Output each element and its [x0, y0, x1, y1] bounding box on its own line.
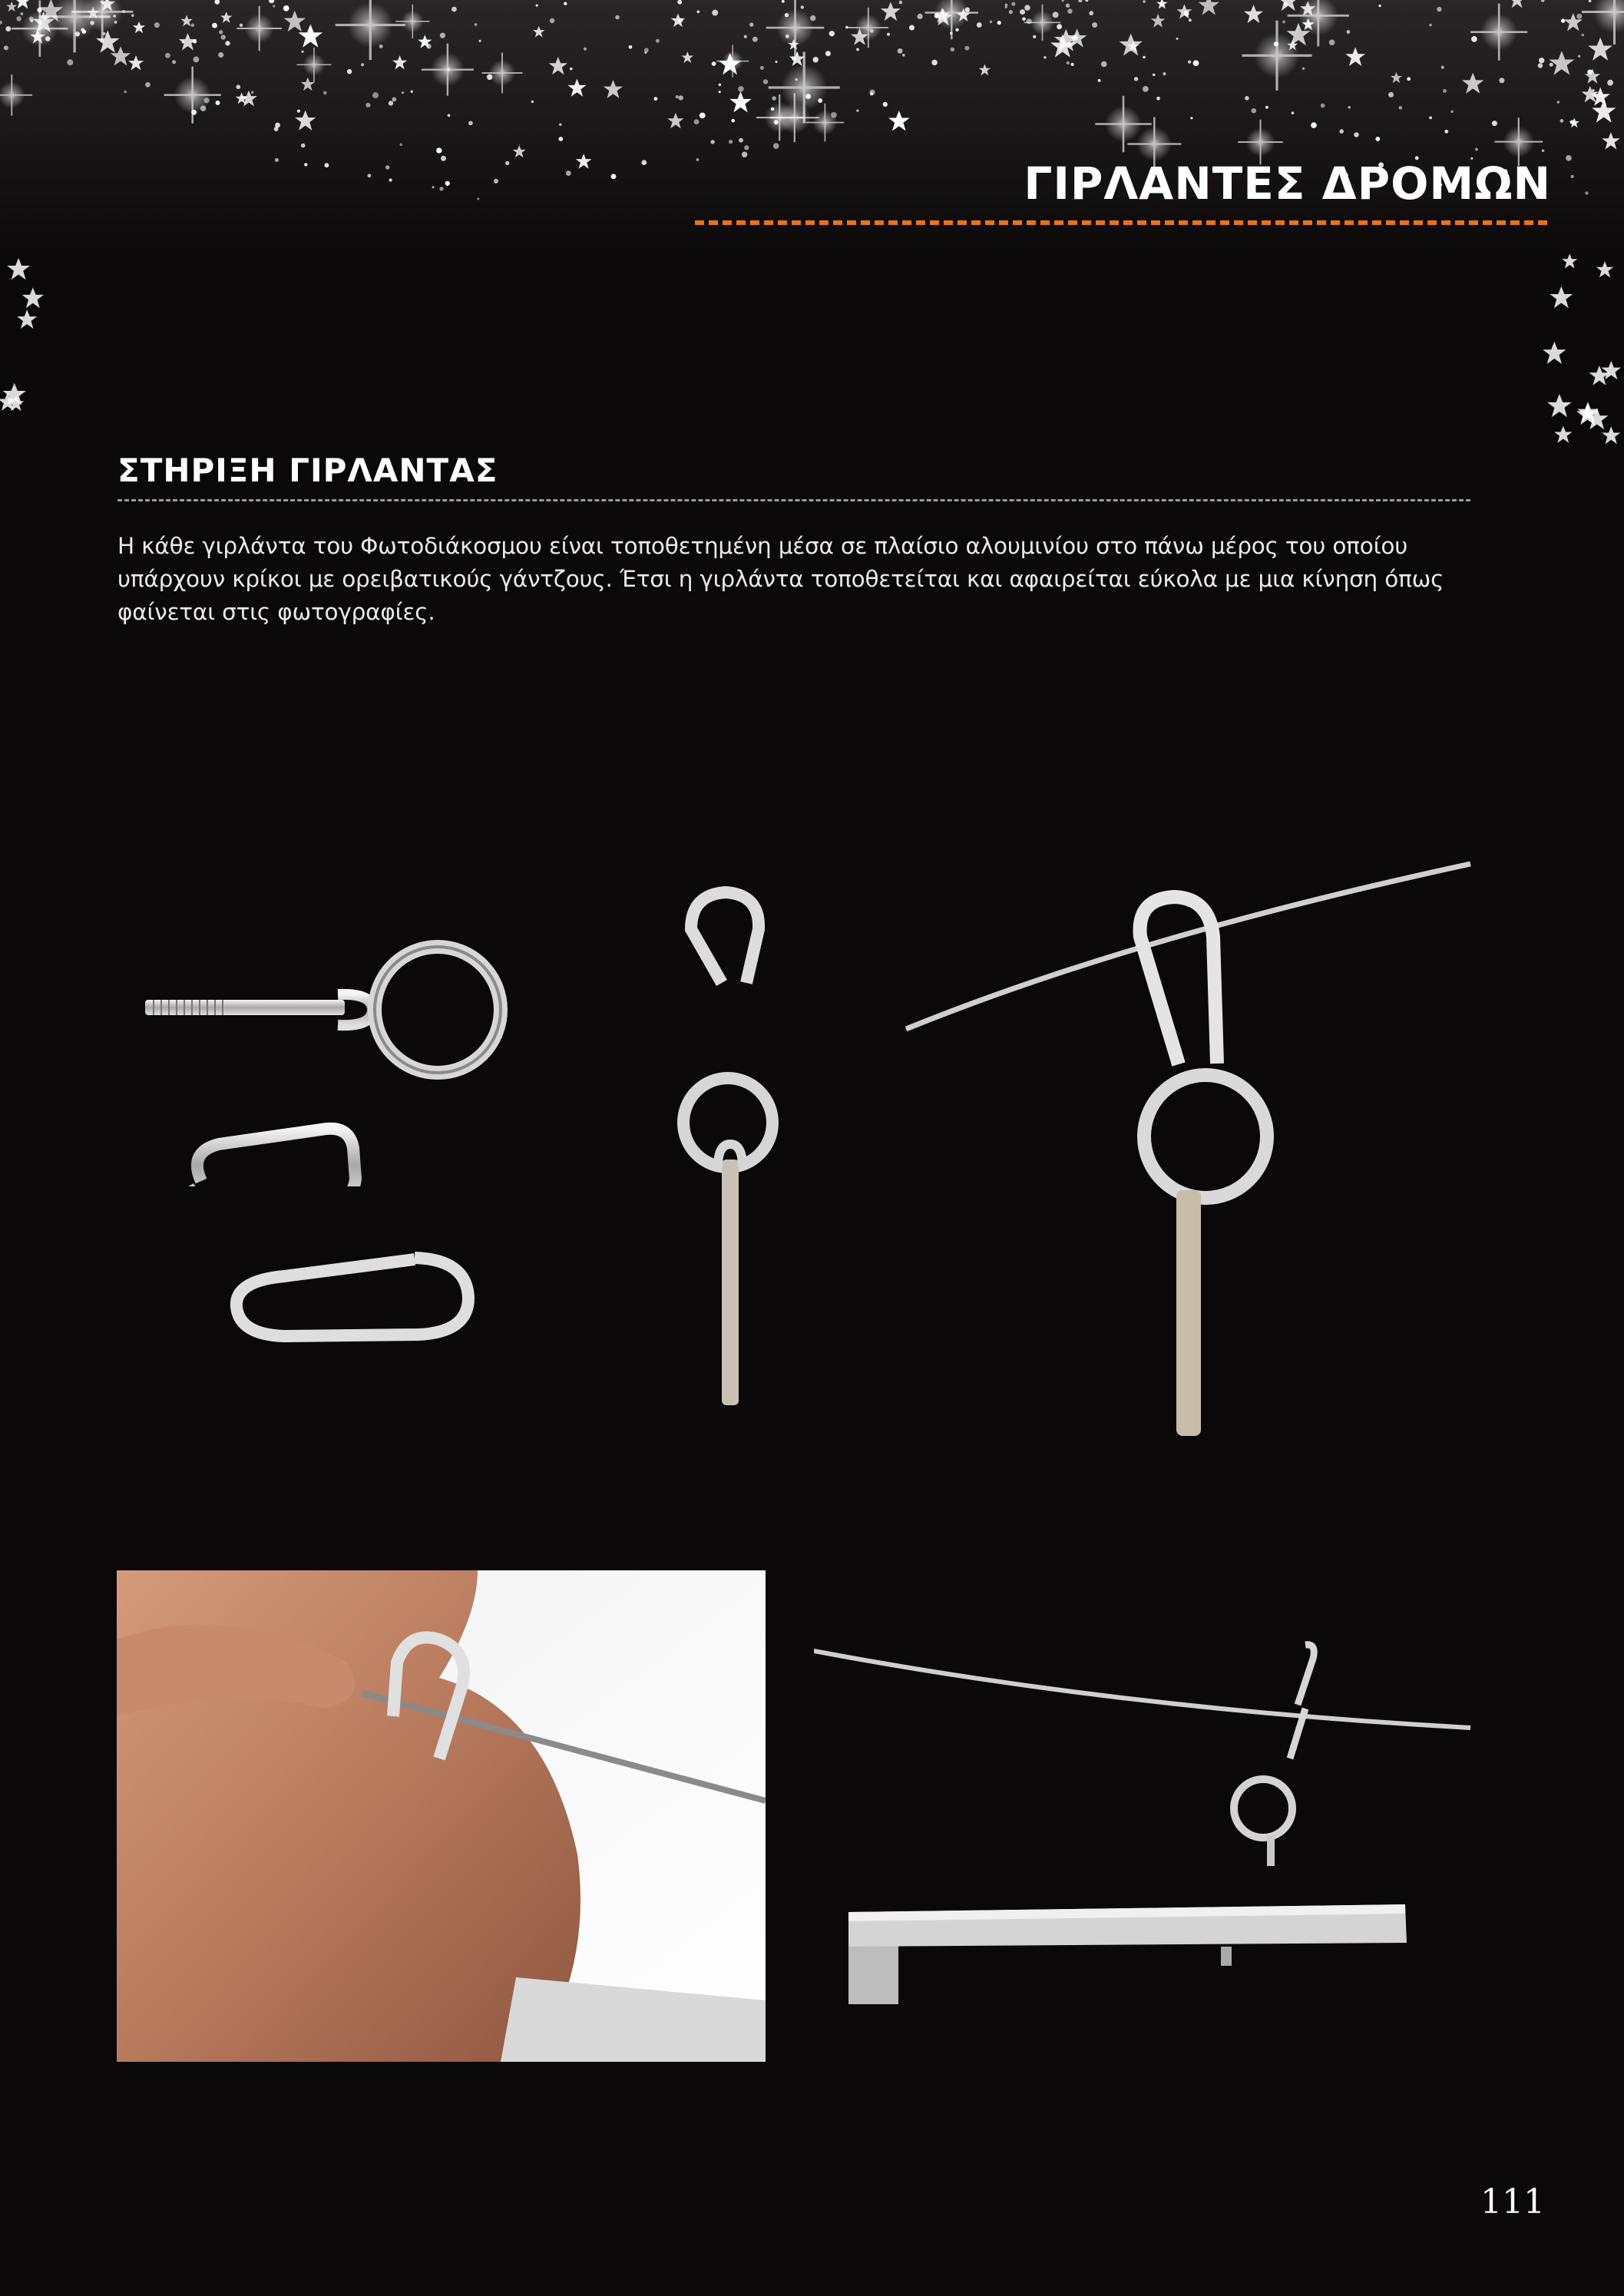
decorative-star — [440, 33, 445, 38]
decorative-star — [323, 91, 327, 95]
decorative-star — [468, 121, 473, 125]
photo-carabiner-on-cable — [902, 852, 1474, 1436]
decorative-star — [738, 86, 744, 92]
decorative-star — [16, 16, 21, 22]
decorative-star — [1554, 426, 1572, 443]
section-body-text: Η κάθε γιρλάντα του Φωτοδιάκοσμου είναι τοποθετημένη μέσα σε πλαίσιο αλουμινίου στο πάνω μέρος του οποίου υπάρχουν κρίκοι με ορειβατικούς γάντζους. Έτσι η γιρλάντα τοποθετείται και αφαιρείται εύκολα με μια κίνηση όπως φαίνεται στις φωτογραφίες. — [117, 533, 1444, 625]
decorative-star — [856, 48, 859, 51]
decorative-star — [1543, 342, 1566, 364]
decorative-star — [1011, 2, 1015, 6]
decorative-star — [644, 48, 649, 52]
decorative-star — [1499, 78, 1504, 83]
decorative-star — [1022, 17, 1026, 21]
decorative-star — [399, 143, 402, 146]
decorative-star — [304, 163, 307, 166]
decorative-star — [1005, 4, 1007, 6]
decorative-star — [676, 95, 679, 98]
decorative-star — [719, 91, 721, 93]
header-dashed-rule — [695, 220, 1547, 225]
decorative-star — [283, 5, 289, 12]
decorative-star — [1066, 3, 1070, 8]
decorative-star — [191, 24, 195, 28]
decorative-star — [273, 5, 275, 7]
decorative-star — [1388, 92, 1394, 98]
decorative-star — [124, 91, 127, 93]
decorative-star — [1153, 74, 1155, 76]
decorative-star — [1550, 286, 1573, 308]
decorative-star — [918, 14, 923, 19]
decorative-star — [719, 84, 721, 86]
decorative-star — [1566, 155, 1572, 161]
decorative-star — [710, 140, 714, 144]
decorative-star — [776, 61, 778, 63]
decorative-star — [739, 138, 743, 143]
photo-carabiner-ring-bolt — [645, 883, 829, 1421]
decorative-star — [448, 114, 451, 117]
decorative-star — [1592, 89, 1594, 91]
decorative-star — [1005, 6, 1007, 8]
decorative-star — [825, 51, 831, 56]
decorative-star — [1492, 121, 1497, 126]
photo-eye-bolt-ring — [119, 864, 580, 1186]
decorative-star — [870, 92, 873, 95]
decorative-star — [1607, 80, 1613, 86]
decorative-star — [1375, 137, 1380, 141]
decorative-star — [697, 10, 700, 13]
decorative-star — [1163, 72, 1166, 75]
decorative-star — [1561, 18, 1565, 22]
decorative-star — [1471, 36, 1477, 42]
decorative-star — [221, 35, 227, 40]
decorative-star — [17, 309, 37, 329]
decorative-star — [856, 109, 858, 111]
page-number: 111 — [1480, 2182, 1545, 2222]
decorative-star — [1176, 38, 1179, 40]
decorative-star — [629, 45, 633, 49]
decorative-star — [558, 137, 563, 141]
decorative-star — [1578, 55, 1581, 58]
decorative-star — [951, 48, 955, 52]
decorative-star — [899, 1, 903, 5]
decorative-star — [749, 22, 753, 26]
decorative-star — [615, 15, 620, 20]
decorative-star — [712, 10, 718, 16]
decorative-star — [1602, 426, 1620, 444]
decorative-star — [845, 26, 848, 29]
decorative-star — [1550, 63, 1553, 67]
decorative-star — [1311, 122, 1317, 128]
decorative-star — [742, 152, 747, 157]
decorative-star — [1407, 77, 1411, 81]
decorative-star — [694, 119, 700, 124]
decorative-star — [1189, 18, 1192, 22]
decorative-star — [1437, 7, 1441, 12]
decorative-star — [1009, 10, 1013, 14]
decorative-star — [1348, 106, 1351, 108]
decorative-star — [782, 0, 785, 3]
decorative-star — [368, 174, 372, 177]
decorative-star — [729, 140, 733, 144]
decorative-star — [1033, 35, 1036, 38]
decorative-star — [212, 23, 217, 28]
decorative-star — [1143, 0, 1146, 3]
decorative-star — [67, 59, 73, 65]
decorative-star — [445, 181, 450, 186]
decorative-star — [744, 35, 747, 38]
decorative-star — [931, 60, 938, 66]
photo-snap-hook — [223, 1236, 484, 1367]
decorative-star — [1585, 191, 1588, 194]
decorative-star — [1024, 5, 1030, 11]
decorative-star — [997, 21, 1001, 25]
decorative-star — [1098, 79, 1101, 82]
decorative-star — [564, 2, 567, 5]
section-title: ΣΤΗΡΙΞΗ ΓΙΡΛΑΝΤΑΣ — [117, 452, 498, 489]
decorative-star — [219, 30, 223, 34]
decorative-star — [389, 178, 392, 181]
decorative-star — [1444, 130, 1448, 134]
starry-header-background — [0, 0, 1624, 476]
header-title: ΓΙΡΛΑΝΤΕΣ ΔΡΟΜΩΝ — [1024, 157, 1551, 210]
decorative-star — [559, 123, 562, 126]
decorative-star — [1044, 56, 1046, 58]
decorative-star — [1092, 22, 1097, 28]
decorative-star — [700, 113, 706, 119]
decorative-star — [1339, 129, 1344, 134]
decorative-star — [731, 119, 735, 123]
decorative-star — [1354, 132, 1358, 137]
decorative-star — [505, 161, 509, 165]
decorative-star — [1475, 148, 1478, 151]
decorative-star — [531, 101, 534, 103]
decorative-star — [1190, 117, 1192, 119]
decorative-star — [439, 187, 443, 190]
decorative-star — [1143, 56, 1146, 59]
decorative-star — [570, 68, 572, 70]
decorative-star — [1302, 68, 1305, 70]
decorative-star — [990, 21, 992, 23]
decorative-star — [251, 91, 254, 94]
decorative-star — [977, 22, 982, 28]
decorative-star — [216, 101, 220, 105]
decorative-star — [712, 61, 716, 66]
decorative-star — [193, 57, 200, 63]
decorative-star — [1557, 101, 1560, 103]
photo-frame-on-cable — [814, 1636, 1474, 2020]
photo-hands-attaching-hook — [117, 1570, 766, 2062]
decorative-star — [1450, 111, 1453, 113]
decorative-star — [1429, 24, 1432, 27]
decorative-star — [1571, 175, 1574, 178]
decorative-star — [165, 53, 170, 58]
decorative-star — [1547, 394, 1572, 417]
decorative-star — [773, 143, 779, 149]
decorative-star — [1539, 58, 1544, 63]
decorative-star — [1071, 63, 1074, 66]
decorative-star — [752, 37, 758, 42]
decorative-star — [744, 145, 749, 150]
decorative-star — [402, 91, 404, 94]
decorative-star — [347, 69, 352, 74]
decorative-star — [772, 96, 776, 101]
decorative-star — [1089, 11, 1093, 15]
decorative-star — [301, 144, 306, 148]
decorative-star — [451, 7, 457, 12]
decorative-star — [411, 90, 414, 93]
decorative-star — [1596, 261, 1613, 277]
decorative-star — [1576, 14, 1582, 19]
decorative-star — [964, 46, 969, 51]
decorative-star — [479, 40, 481, 42]
decorative-star — [654, 97, 658, 101]
decorative-star — [275, 123, 280, 128]
decorative-star — [760, 66, 764, 70]
decorative-star — [432, 186, 435, 188]
decorative-star — [1292, 111, 1295, 114]
decorative-star — [324, 163, 329, 167]
decorative-star — [1429, 117, 1432, 120]
decorative-star — [1188, 61, 1191, 64]
decorative-star — [1067, 61, 1070, 65]
decorative-star — [696, 158, 700, 161]
decorative-star — [829, 31, 835, 36]
decorative-star — [679, 95, 683, 100]
decorative-star — [566, 170, 571, 176]
decorative-star — [1560, 119, 1564, 123]
decorative-star — [22, 287, 44, 308]
decorative-star — [1053, 12, 1059, 18]
decorative-star — [909, 25, 915, 31]
decorative-star — [385, 165, 389, 169]
decorative-star — [763, 79, 768, 84]
decorative-star — [154, 22, 160, 28]
decorative-star — [1245, 96, 1249, 101]
decorative-star — [275, 158, 279, 162]
decorative-star — [656, 39, 660, 43]
decorative-star — [5, 26, 11, 31]
decorative-star — [1602, 361, 1622, 379]
decorative-star — [1399, 106, 1403, 110]
decorative-star — [1347, 30, 1351, 34]
decorative-star — [225, 41, 230, 45]
decorative-star — [131, 14, 134, 17]
section-dashed-rule — [117, 499, 1470, 501]
decorative-star — [902, 54, 905, 57]
decorative-star — [392, 97, 396, 101]
decorative-star — [584, 48, 587, 51]
decorative-star — [642, 160, 647, 165]
decorative-star — [887, 33, 890, 36]
decorative-star — [1057, 24, 1062, 29]
decorative-star — [4, 45, 8, 50]
decorative-star — [21, 12, 24, 15]
decorative-star — [1282, 21, 1285, 24]
decorative-star — [372, 92, 379, 98]
decorative-star — [611, 174, 617, 179]
decorative-star — [389, 101, 393, 105]
decorative-star — [7, 258, 30, 280]
decorative-star — [1156, 97, 1160, 101]
decorative-star — [441, 156, 446, 161]
decorative-star — [172, 60, 176, 64]
decorative-star — [813, 57, 819, 62]
decorative-star — [1067, 8, 1072, 13]
decorative-star — [365, 103, 370, 108]
decorative-star — [898, 48, 903, 54]
decorative-star — [1101, 61, 1107, 68]
decorative-star — [1443, 89, 1447, 93]
decorative-star — [677, 0, 682, 5]
decorative-star — [1265, 106, 1268, 109]
decorative-star — [1193, 60, 1199, 66]
decorative-star — [883, 102, 888, 107]
decorative-star — [302, 51, 304, 53]
decorative-star — [1329, 39, 1335, 45]
decorative-star — [494, 179, 498, 184]
decorative-star — [1252, 108, 1257, 114]
decorative-star — [477, 197, 479, 200]
decorative-star — [361, 63, 364, 66]
decorative-star — [550, 18, 554, 23]
decorative-star — [1321, 104, 1325, 108]
decorative-star — [1582, 34, 1585, 37]
decorative-star — [436, 147, 442, 153]
decorative-star — [536, 4, 538, 6]
decorative-star — [1379, 5, 1381, 7]
decorative-star — [1020, 9, 1025, 15]
decorative-star — [297, 110, 300, 113]
decorative-star — [236, 84, 240, 89]
decorative-star — [1143, 86, 1149, 92]
decorative-star — [1441, 66, 1444, 69]
decorative-star — [1538, 63, 1543, 68]
decorative-star — [1134, 77, 1138, 81]
decorative-star — [475, 23, 478, 26]
decorative-star — [240, 24, 243, 27]
decorative-star — [218, 52, 223, 58]
decorative-star — [801, 5, 804, 8]
decorative-star — [145, 82, 150, 88]
decorative-star — [1542, 149, 1545, 152]
